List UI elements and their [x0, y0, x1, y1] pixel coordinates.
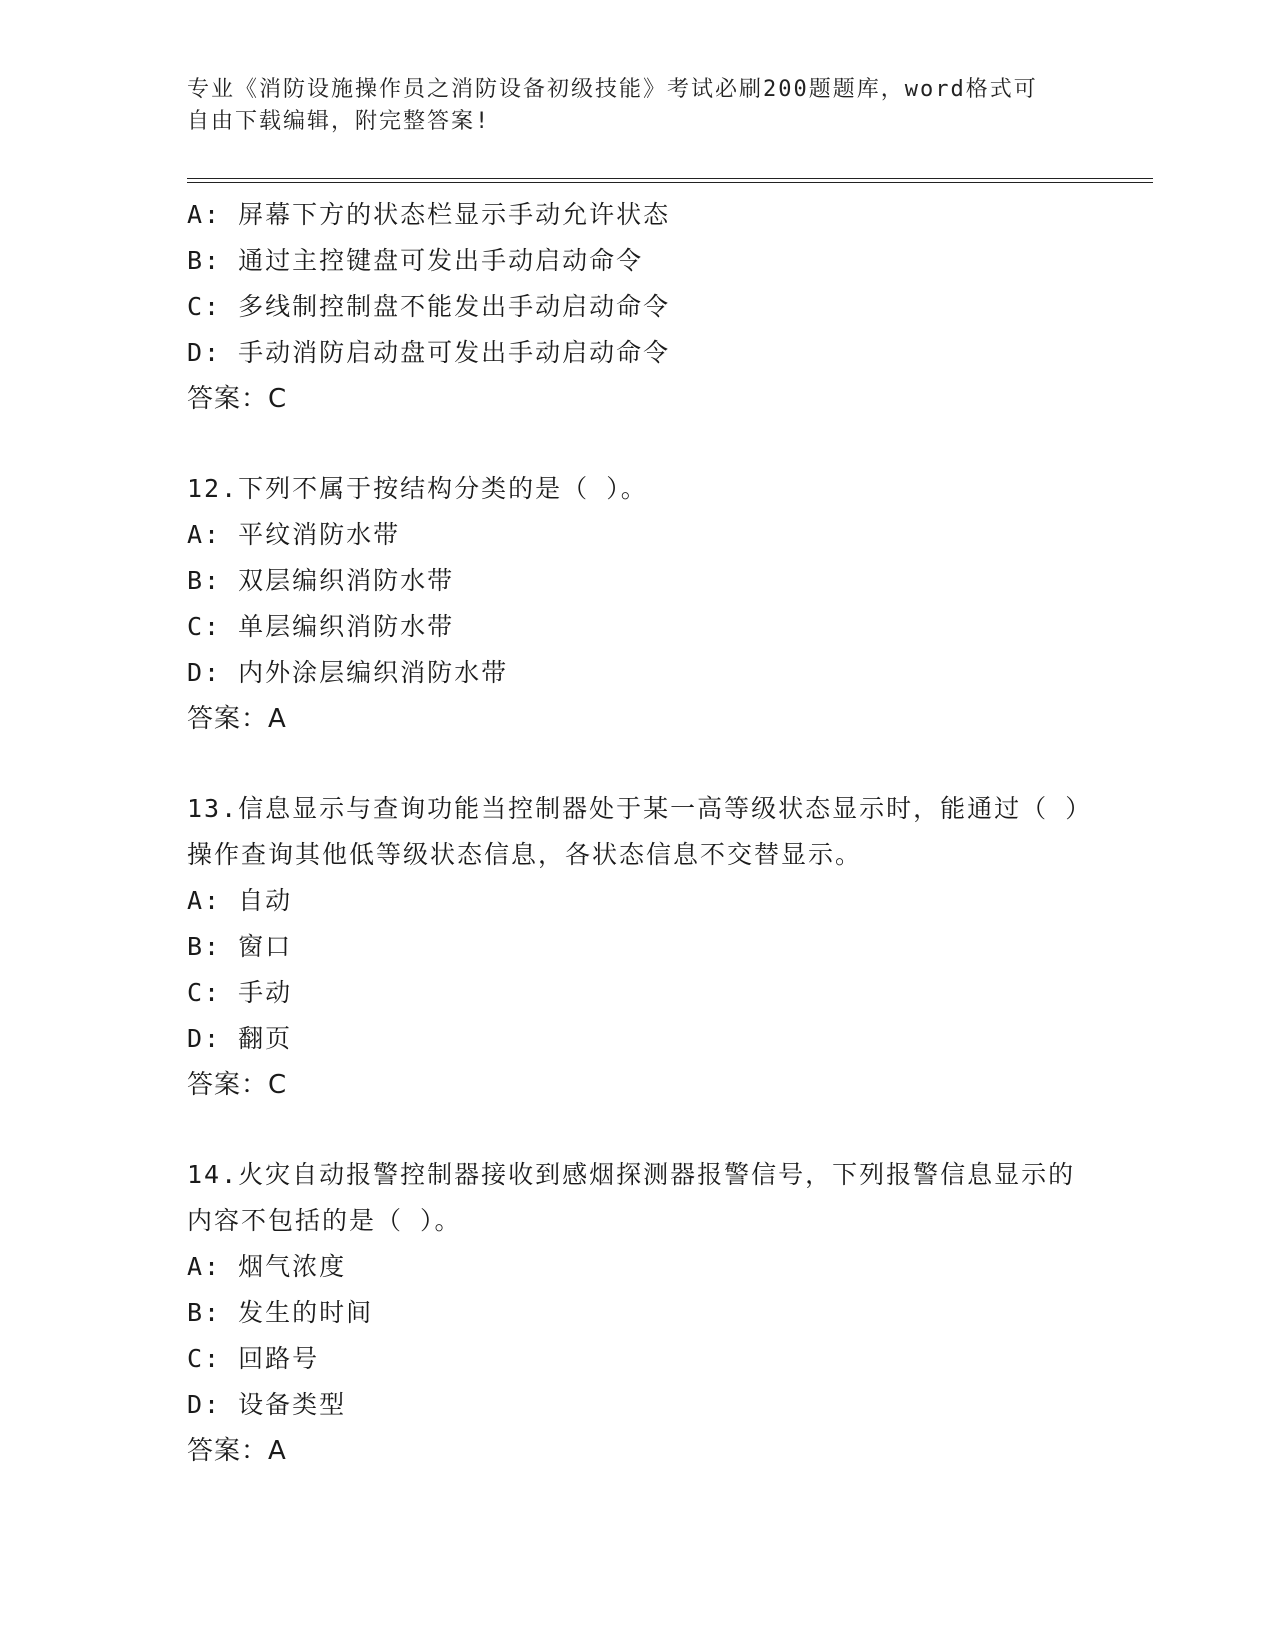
option-a: A: 烟气浓度 [187, 1252, 347, 1281]
option-d: D: 设备类型 [187, 1390, 347, 1419]
option-a: A: 自动 [187, 886, 293, 915]
answer-line: 答案：A [187, 1436, 287, 1466]
option-b: B: 双层编织消防水带 [187, 566, 455, 595]
option-a: A: 平纹消防水带 [187, 520, 401, 549]
option-b: B: 通过主控键盘可发出手动启动命令 [187, 246, 644, 275]
header-line-2: 自由下载编辑，附完整答案! [187, 109, 491, 134]
answer-line: 答案：A [187, 704, 287, 734]
question-list [187, 192, 1087, 1474]
option-c: C: 手动 [187, 978, 293, 1007]
option-c: C: 多线制控制盘不能发出手动启动命令 [187, 292, 671, 321]
option-d: D: 翻页 [187, 1024, 293, 1053]
option-c: C: 回路号 [187, 1344, 320, 1373]
question-block [187, 1152, 1087, 1474]
answer-line: 答案：C [187, 384, 288, 414]
header-rule-top [187, 178, 1153, 179]
header-rule-bottom [187, 182, 1153, 183]
question-text: 12.下列不属于按结构分类的是（ ）。 [187, 474, 648, 503]
question-block [187, 192, 1087, 422]
header-line-1: 专业《消防设施操作员之消防设备初级技能》考试必刷200题题库，word格式可 [187, 77, 1038, 102]
option-b: B: 发生的时间 [187, 1298, 374, 1327]
option-d: D: 内外涂层编织消防水带 [187, 658, 509, 687]
question-text: 13.信息显示与查询功能当控制器处于某一高等级状态显示时，能通过（ ）操作查询其他低等级状态信息，各状态信息不交替显示。 [187, 794, 1080, 869]
document-header [187, 74, 1067, 138]
option-c: C: 单层编织消防水带 [187, 612, 455, 641]
option-d: D: 手动消防启动盘可发出手动启动命令 [187, 338, 671, 367]
question-block [187, 786, 1087, 1108]
question-block [187, 466, 1087, 742]
question-text: 14.火灾自动报警控制器接收到感烟探测器报警信号，下列报警信息显示的内容不包括的是（ ）。 [187, 1160, 1076, 1235]
option-a: A: 屏幕下方的状态栏显示手动允许状态 [187, 200, 671, 229]
option-b: B: 窗口 [187, 932, 293, 961]
answer-line: 答案：C [187, 1070, 288, 1100]
